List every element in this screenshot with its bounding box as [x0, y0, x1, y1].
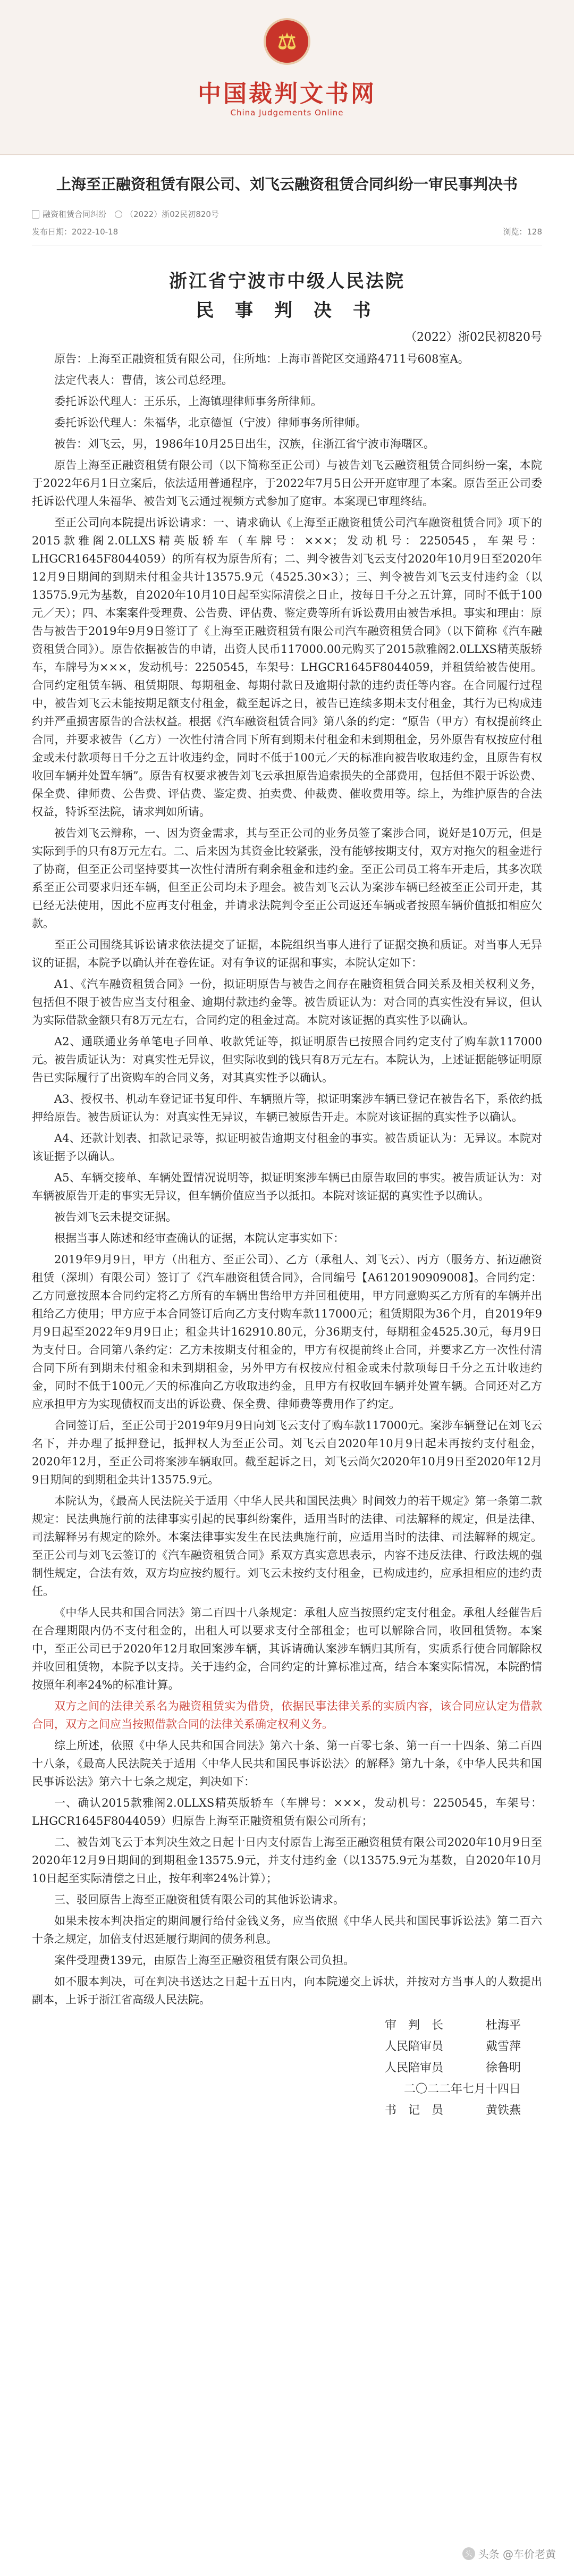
document-icon [32, 210, 39, 219]
paragraph: 原告上海至正融资租赁有限公司（以下简称至正公司）与被告刘飞云融资租赁合同纠纷一案，本院于2022年6月1日立案后，依法适用普通程序，于2022年7月5日公开开庭审理了本案。原告至正公司委托诉讼代理人朱福华、被告刘飞云通过视频方式参加了庭审。本案现已审理终结。 [32, 459, 542, 508]
judgment-body [0, 246, 574, 2121]
judge-label: 审 判 长 [384, 2019, 443, 2032]
clerk-name: 黄铁燕 [485, 2104, 521, 2117]
juror-label: 人民陪审员 [384, 2061, 443, 2075]
paragraph: 被告刘飞云辩称，一、因为资金需求，其与至正公司的业务员签了案涉合同，说好是10万元，但是实际到手的只有8万元左右。二、后来因为其资金比较紧张，没有能够按期支付，双方对拖欠的租金进行了协商，但至正公司坚持要其一次性付清所有剩余租金和违约金。至正公司员工将车开走后，其多次联系至正公司要求归还车辆，但至正公司均未予理会。被告刘飞云认为案涉车辆已经被至正公司开走，其已经无法使用，因此不应再支付租金，并请求法院判令至正公司返还车辆或者按照车辆价值抵扣相应欠款。 [32, 827, 542, 930]
court-emblem-icon: ⚖ [266, 20, 308, 63]
paragraph: 合同签订后，至正公司于2019年9月9日向刘飞云支付了购车款117000元。案涉车辆登记在刘飞云名下，并办理了抵押登记，抵押权人为至正公司。刘飞云自2020年10月9日起未再按约支付租金，2020年12月，至正公司将案涉车辆取回。截至起诉之日，刘飞云尚欠2020年10月9日至2020年12月9日期间的到期租金共计13575.9元。 [32, 1419, 542, 1486]
paragraph: A3、授权书、机动车登记证书复印件、车辆照片等，拟证明案涉车辆已登记在被告名下，系依约抵押给原告。被告质证认为：对真实性无异议，车辆已被原告开走。本院对该证据的真实性予以确认。 [32, 1093, 542, 1123]
paragraph: A5、车辆交接单、车辆处置情况说明等，拟证明案涉车辆已由原告取回的事实。被告质证认为：对车辆被原告开走的事实无异议，但车辆价值应当予以抵扣。本院对该证据的真实性予以确认。 [32, 1171, 542, 1202]
watermark-text: 头条 @车价老黄 [478, 2548, 556, 2561]
paragraph: 至正公司围绕其诉讼请求依法提交了证据，本院组织当事人进行了证据交换和质证。对当事人无异议的证据，本院予以确认并在卷佐证。对有争议的证据和事实，本院认定如下： [32, 938, 542, 969]
judge-name: 杜海平 [485, 2019, 521, 2032]
view-count: 浏览：128 [503, 227, 542, 237]
paragraph: A2、通联通业务单笔电子回单、收款凭证等，拟证明原告已按照合同约定支付了购车款117000元。被告质证认为：对真实性无异议，但实际收到的钱只有8万元左右。本院认为，上述证据能够证明原告已实际履行了出资购车的合同义务，对其真实性予以确认。 [32, 1035, 542, 1084]
paragraph: 本院认为，《最高人民法院关于适用〈中华人民共和国民法典〉时间效力的若干规定》第一条第二款规定：民法典施行前的法律事实引起的民事纠纷案件，适用当时的法律、司法解释的规定，但是法律、司法解释另有规定的除外。本案法律事实发生在民法典施行前，应适用当时的法律、司法解释的规定。至正公司与刘飞云签订的《汽车融资租赁合同》系双方真实意思表示，内容不违反法律、行政法规的强制性规定，合法有效，双方均应按约履行。刘飞云未按约支付租金，已构成违约，应承担相应的违约责任。 [32, 1495, 542, 1598]
paragraph: 案件受理费139元，由原告上海至正融资租赁有限公司负担。 [54, 1954, 355, 1967]
paragraph: 如果未按本判决指定的期间履行给付金钱义务，应当依照《中华人民共和国民事诉讼法》第二百六十条之规定，加倍支付迟延履行期间的债务利息。 [32, 1915, 542, 1945]
paragraph: 如不服本判决，可在判决书送达之日起十五日内，向本院递交上诉状，并按对方当事人的人数提出副本，上诉于浙江省高级人民法院。 [32, 1975, 542, 2006]
juror-name: 戴雪萍 [485, 2040, 521, 2053]
highlighted-paragraph: 双方之间的法律关系名为融资租赁实为借贷，依据民事法律关系的实质内容，该合同应认定为借款合同，双方之间应当按照借款合同的法律关系确定权利义务。 [32, 1700, 542, 1731]
site-subtitle: China Judgements Online [230, 108, 344, 118]
paragraph: 《中华人民共和国合同法》第二百四十八条规定：承租人应当按照约定支付租金。承租人经催告后在合理期限内仍不支付租金的，出租人可以要求支付全部租金；也可以解除合同，收回租赁物。本案中，至正公司已于2020年12月取回案涉车辆，其诉请确认案涉车辆归其所有，实质系行使合同解除权并收回租赁物，本院予以支持。关于违约金，合同约定的计算标准过高，结合本案实际情况，本院酌情按照年利率24%的标准计算。 [32, 1606, 542, 1691]
document-header [0, 155, 574, 246]
paragraph: 被告：刘飞云，男，1986年10月25日出生，汉族，住浙江省宁波市海曙区。 [54, 438, 435, 450]
site-title[interactable]: 中国裁判文书网 [198, 80, 376, 107]
case-number: （2022）浙02民初820号 [405, 331, 542, 344]
watermark [462, 2546, 556, 2561]
category-tag[interactable] [32, 208, 106, 220]
judgment-date: 二〇二二年七月十四日 [403, 2083, 521, 2096]
paragraph: 三、驳回原告上海至正融资租赁有限公司的其他诉讼请求。 [54, 1893, 344, 1906]
paragraph: 二、被告刘飞云于本判决生效之日起十日内支付原告上海至正融资租赁有限公司2020年10月9日至2020年12月9日期间的到期租金13575.9元，并支付违约金（以13575.9元为基数，自2020年10月10日起至实际清偿之日止，按年利率24%计算）； [32, 1836, 542, 1885]
paragraph: 被告刘飞云未提交证据。 [54, 1211, 177, 1223]
paragraph: 根据当事人陈述和经审查确认的证据，本院认定事实如下： [54, 1232, 344, 1245]
category-label: 融资租赁合同纠纷 [43, 209, 107, 219]
case-ref-label: （2022）浙02民初820号 [125, 209, 219, 219]
document-meta [32, 205, 542, 223]
paragraph: 原告：上海至正融资租赁有限公司，住所地：上海市普陀区交通路4711号608室A。 [54, 353, 469, 365]
paragraph: 委托诉讼代理人：王乐乐，上海镇理律师事务所律师。 [54, 395, 322, 408]
juror-label: 人民陪审员 [384, 2040, 443, 2053]
signature-block [32, 2015, 542, 2121]
paragraph: 一、确认2015款雅阁2.0LLXS精英版轿车（车牌号：×××，发动机号：2250545，车架号：LHGCR1645F8044059）归原告上海至正融资租赁有限公司所有； [32, 1797, 542, 1827]
site-header [0, 0, 574, 155]
court-name: 浙江省宁波市中级人民法院 [169, 271, 405, 292]
paragraph: 至正公司向本院提出诉讼请求：一、请求确认《上海至正融资租赁公司汽车融资租赁合同》项下的2015款雅阁2.0LLXS精英版轿车（车牌号：×××；发动机号：2250545，车架号：LHGCR1645F8044059）的所有权为原告所有；二、判令被告刘飞云支付2020年10月9日至2020年12月9日期间的到期未付租金共计13575.9元（4525.30×3）；三、判令被告刘飞云支付违约金（以13575.9元为基数，自2020年10月10日起至实际清偿之日止，按每日千分之五计算，同时不低于100元／天）；四、本案案件受理费、公告费、评估费、鉴定费等所有诉讼费用由被告承担。事实和理由：原告与被告于2019年9月9日签订了《上海至正融资租赁有限公司汽车融资租赁合同》（以下简称《汽车融资租赁合同》）。原告依据被告的申请，出资人民币117000.00元购买了2015款雅阁2.0LLXS精英版轿车，车牌号为×××，发动机号：2250545，车架号：LHGCR1645F8044059，并租赁给被告使用。合同约定租赁车辆、租赁期限、每期租金、每期付款日及逾期付款的违约责任等内容。在合同履行过程中，被告刘飞云未能按期足额支付租金，截至起诉之日，被告已连续多期未支付租金，其行为已构成违约并严重损害原告的合法权益。根据《汽车融资租赁合同》第八条的约定：“原告（甲方）有权提前终止合同，并要求被告（乙方）一次性付清合同下所有到期未付租金和未到期租金，另外原告有权按应付租金或未付款项每日千分之五计收违约金，同时不低于100元／天的标准向被告收取违约金，且原告有权收回车辆并处置车辆”。原告有权要求被告刘飞云承担原告追索损失的全部费用，包括但不限于诉讼费、保全费、律师费、公告费、评估费、鉴定费、拍卖费、仲裁费、催收费用等。综上，为维护原告的合法权益，特诉至法院，请求判如所请。 [32, 516, 542, 818]
clerk-label: 书 记 员 [384, 2104, 443, 2117]
paragraph: 综上所述，依照《中华人民共和国合同法》第六十条、第一百零七条、第一百一十四条、第二百四十八条，《最高人民法院关于适用〈中华人民共和国民事诉讼法〉的解释》第九十条，《中华人民共和国民事诉讼法》第六十七条之规定，判决如下： [32, 1739, 542, 1788]
paragraph: 法定代表人：曹倩，该公司总经理。 [54, 374, 233, 387]
toutiao-logo-icon: 头 [462, 2547, 475, 2560]
document-title: 上海至正融资租赁有限公司、刘飞云融资租赁合同纠纷一审民事判决书 [56, 175, 518, 193]
document-stats [32, 223, 542, 240]
juror-name: 徐鲁明 [485, 2061, 521, 2075]
case-number-icon [115, 211, 122, 218]
paragraph: 2019年9月9日，甲方（出租方、至正公司）、乙方（承租人、刘飞云）、丙方（服务方、拓迈融资租赁（深圳）有限公司）签订了《汽车融资租赁合同》，合同编号【A6120190909008】。合同约定：乙方同意按照本合同约定将乙方所有的车辆出售给甲方并回租使用，甲方同意购买乙方所有的车辆并出租给乙方使用；甲方应于本合同签订后向乙方支付购车款117000元；租赁期限为36个月，自2019年9月9日起至2022年9月9日止；租金共计162910.80元，分36期支付，每期租金4525.30元，每月9日为支付日。合同第八条约定：乙方未按期支付租金的，甲方有权提前终止合同，并要求乙方一次性付清合同下所有到期未付租金和未到期租金，另外甲方有权按应付租金或未付款项每日千分之五计收违约金，同时不低于100元／天的标准向乙方收取违约金，且甲方有权收回车辆并处置车辆。合同还对乙方应承担甲方为实现债权而支出的诉讼费、保全费、律师费等费用作了约定。 [32, 1253, 542, 1411]
document-type: 民 事 判 决 书 [196, 300, 378, 321]
case-ref-tag [115, 208, 219, 220]
paragraph: A4、还款计划表、扣款记录等，拟证明被告逾期支付租金的事实。被告质证认为：无异议。本院对该证据予以确认。 [32, 1132, 542, 1163]
paragraph: A1、《汽车融资租赁合同》一份，拟证明原告与被告之间存在融资租赁合同关系及相关权利义务，包括但不限于被告应当支付租金、逾期付款违约金等。被告质证认为：对合同的真实性没有异议，但认为实际借款金额只有8万元左右，合同约定的租金过高。本院对该证据的真实性予以确认。 [32, 978, 542, 1027]
publish-date: 发布日期：2022-10-18 [32, 227, 119, 237]
paragraph: 委托诉讼代理人：朱福华，北京德恒（宁波）律师事务所律师。 [54, 416, 367, 429]
